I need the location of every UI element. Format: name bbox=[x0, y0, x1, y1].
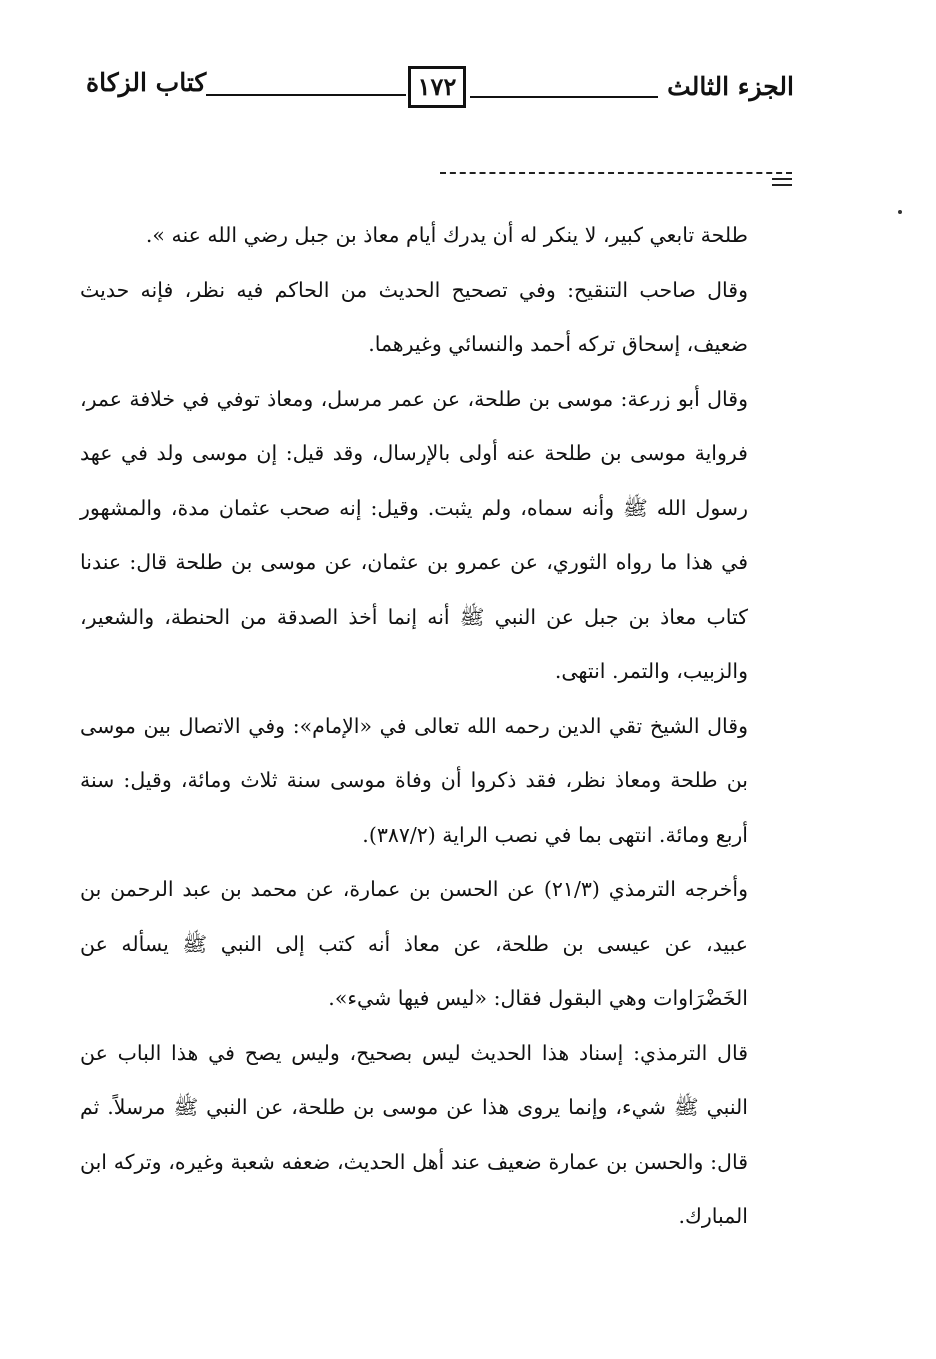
volume-title: الجزء الثالث bbox=[667, 72, 794, 101]
footnote-separator bbox=[440, 172, 792, 174]
page-number: ١٧٢ bbox=[408, 66, 466, 108]
paragraph: طلحة تابعي كبير، لا ينكر له أن يدرك أيام معاذ بن جبل رضي الله عنه ». bbox=[145, 223, 748, 247]
paragraph: وقال صاحب التنقيح: وفي تصحيح الحديث من الحاكم فيه نظر، فإنه حديث ضعيف، إسحاق تركه أحمد والنسائي وغيرهما. bbox=[80, 277, 748, 356]
header-rule-left bbox=[206, 94, 406, 96]
paragraph: قال الترمذي: إسناد هذا الحديث ليس بصحيح، وليس يصح في هذا الباب عن النبي ﷺ شيء، وإنما يروى هذا عن موسى بن طلحة، عن النبي ﷺ مرسلاً. ثم قال: والحسن بن عمارة ضعيف عند أهل الحديث، ضعفه شعبة وغيره، وتركه ابن المبارك. bbox=[80, 1040, 748, 1228]
paragraph: وقال أبو زرعة: موسى بن طلحة، عن عمر مرسل، ومعاذ توفي في خلافة عمر، فرواية موسى بن طلحة عنه أولى بالإرسال، وقد قيل: إن موسى ولد في عهد رسول الله ﷺ وأنه سماه، ولم يثبت. وقيل: إنه صحب عثمان مدة، والمشهور في هذا ما رواه الثوري، عن عمرو بن عثمان، عن موسى بن طلحة قال: عندنا كتاب معاذ بن جبل عن النبي ﷺ أنه إنما أخذ الصدقة من الحنطة، والشعير، والزبيب، والتمر. انتهى. bbox=[80, 386, 748, 683]
book-title: كتاب الزكاة bbox=[86, 68, 207, 97]
continuation-mark bbox=[772, 178, 792, 186]
header-rule-right bbox=[470, 96, 658, 98]
margin-dot bbox=[898, 210, 902, 214]
page-body bbox=[80, 208, 748, 1244]
page-header bbox=[78, 62, 794, 116]
paragraph: وأخرجه الترمذي (٢١/٣) عن الحسن بن عمارة، عن محمد بن عبد الرحمن بن عبيد، عن عيسى بن طلحة، عن معاذ أنه كتب إلى النبي ﷺ يسأله عن الخَضْرَاوات وهي البقول فقال: «ليس فيها شيء». bbox=[80, 877, 748, 1010]
paragraph: وقال الشيخ تقي الدين رحمه الله تعالى في «الإمام»: وفي الاتصال بين موسى بن طلحة ومعاذ نظر، فقد ذكروا أن وفاة موسى سنة ثلاث ومائة، وقيل: سنة أربع ومائة. انتهى بما في نصب الراية (٣٨٧/٢). bbox=[80, 713, 748, 847]
